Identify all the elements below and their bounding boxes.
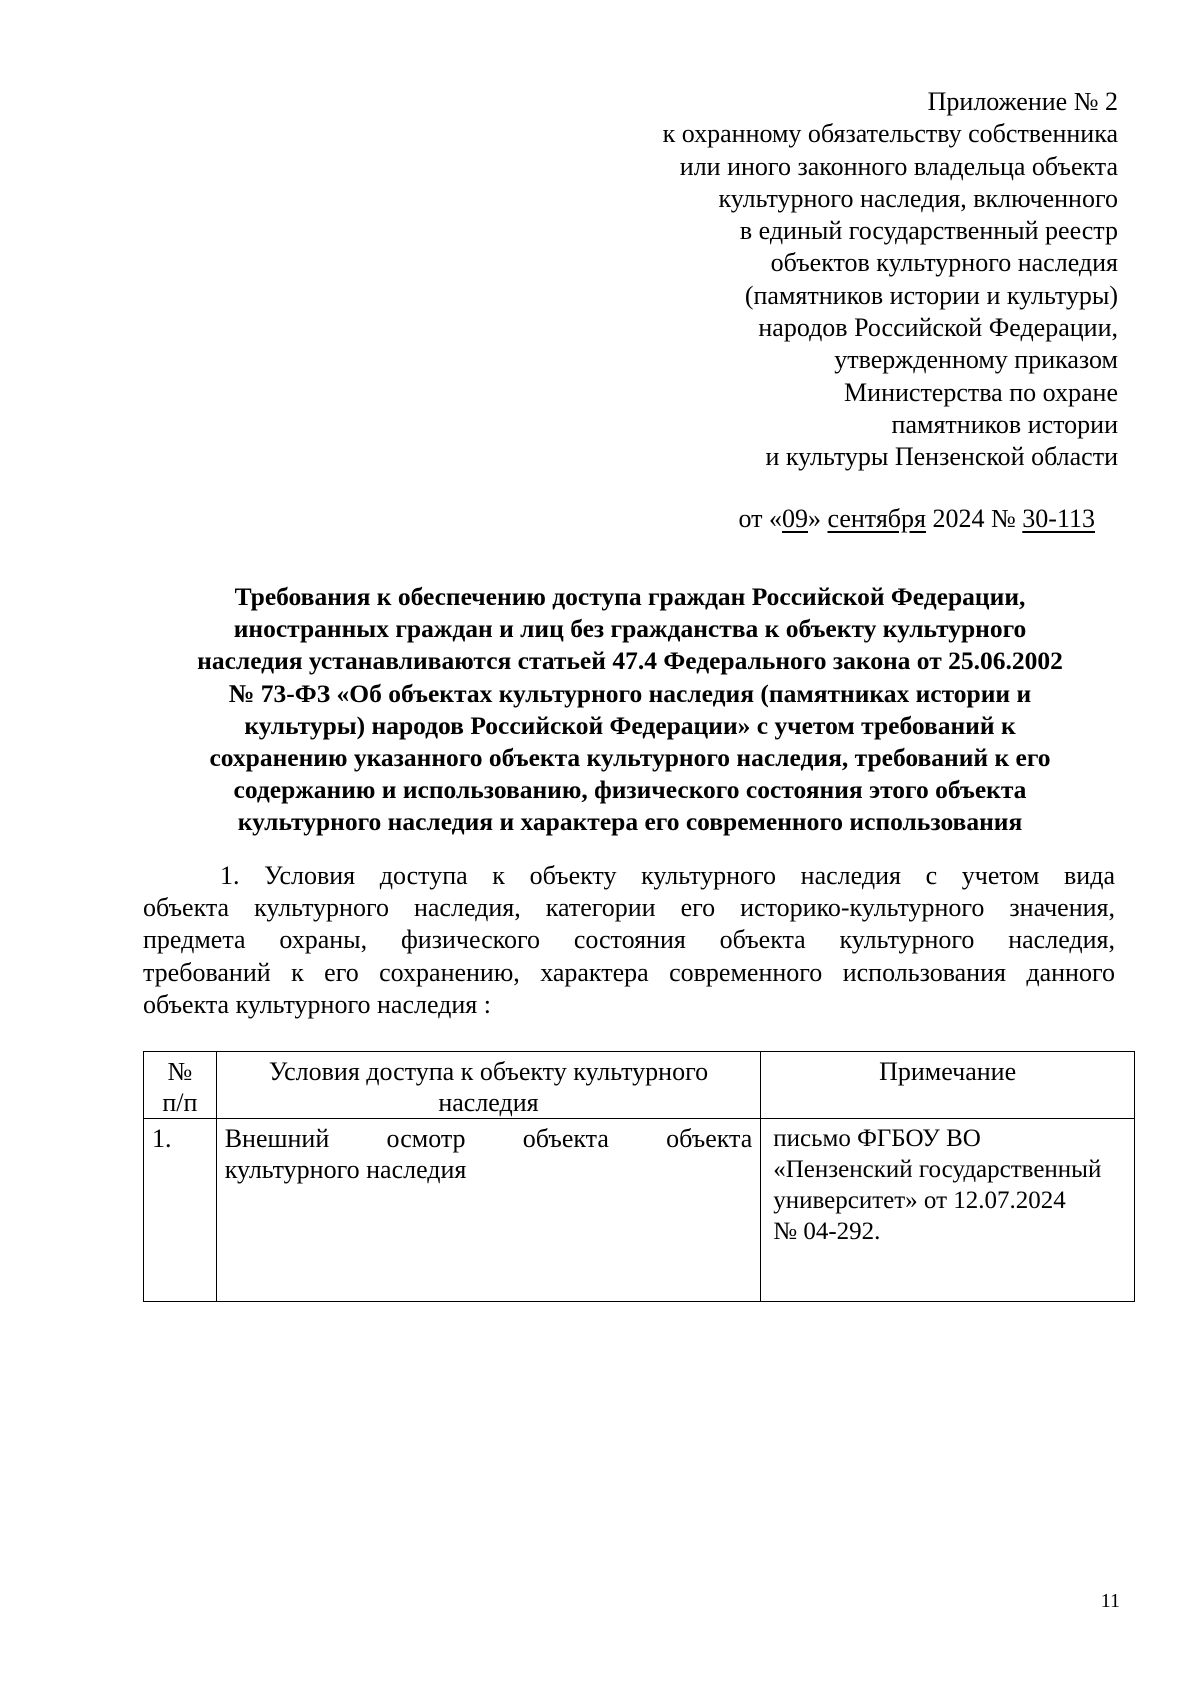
paragraph-line: объекта культурного наследия, категории его историко-культурного значения, (143, 893, 1115, 923)
access-conditions-table (143, 1051, 1135, 1302)
header-condition-line: наследия (438, 1088, 539, 1117)
document-heading (140, 581, 1120, 839)
appendix-line: Приложение № 2 (927, 87, 1118, 116)
appendix-line: объектов культурного наследия (770, 248, 1118, 278)
paragraph-line: объекта культурного наследия : (143, 989, 491, 1019)
order-date-line (738, 503, 1095, 535)
row-note-line: университет» от 12.07.2024 (773, 1187, 1066, 1214)
appendix-line: культурного наследия, включенного (718, 183, 1118, 213)
row-number: 1. (152, 1124, 172, 1153)
row-condition-line: культурного наследия (224, 1155, 467, 1184)
heading-line: Требования к обеспечению доступа граждан Российской Федерации, (234, 582, 1026, 611)
order-number: 30-113 (1022, 504, 1095, 533)
header-number (144, 1052, 217, 1119)
header-note (761, 1052, 1135, 1119)
order-day: 09 (782, 504, 808, 533)
row-number-cell (144, 1119, 217, 1302)
row-condition-line: Внешний осмотр объекта объекта (224, 1124, 753, 1153)
row-note-line: № 04-292. (773, 1218, 881, 1245)
header-number-line: № (167, 1057, 193, 1086)
paragraph-line: 1. Условия доступа к объекту культурного наследия с учетом вида (220, 861, 1115, 890)
heading-line: № 73-ФЗ «Об объектах культурного наследия (памятниках истории и (228, 678, 1032, 708)
row-condition-cell (216, 1119, 761, 1302)
paragraph-line: требований к его сохранению, характера современного использования данного (143, 957, 1115, 987)
header-number-line: п/п (162, 1088, 198, 1117)
appendix-line: или иного законного владельца объекта (679, 151, 1118, 181)
row-note-line: «Пензенский государственный (773, 1156, 1102, 1183)
header-note-label: Примечание (879, 1057, 1017, 1086)
header-condition-line: Условия доступа к объекту культурного (268, 1057, 709, 1086)
appendix-line: народов Российской Федерации, (758, 313, 1118, 343)
row-note-line: письмо ФГБОУ ВО (773, 1125, 981, 1152)
order-month: сентября (827, 504, 926, 533)
paragraph-line: предмета охраны, физического состояния объекта культурного наследия, (143, 925, 1115, 955)
appendix-line: в единый государственный реестр (739, 216, 1118, 246)
appendix-block (558, 86, 1118, 474)
page-number: 11 (1100, 1590, 1120, 1612)
heading-line: иностранных граждан и лиц без гражданства к объекту культурного (233, 614, 1027, 644)
appendix-line: и культуры Пензенской области (765, 442, 1118, 472)
appendix-line: к охранному обязательству собственника (662, 119, 1118, 149)
appendix-line: Министерства по охране (844, 377, 1118, 407)
table-row (144, 1119, 1135, 1302)
heading-line: наследия устанавливаются статьей 47.4 Федерального закона от 25.06.2002 (197, 646, 1063, 676)
appendix-line: утвержденному приказом (834, 345, 1118, 375)
heading-line: содержанию и использованию, физического состояния этого объекта (233, 775, 1027, 805)
order-prefix: от « (738, 504, 782, 533)
order-mid: » (808, 504, 828, 533)
paragraph-1 (143, 860, 1115, 1021)
appendix-line: памятников истории (891, 409, 1118, 439)
order-year: 2024 № (925, 504, 1023, 533)
header-condition (216, 1052, 761, 1119)
row-note-cell (761, 1119, 1135, 1302)
appendix-line: (памятников истории и культуры) (744, 280, 1118, 310)
table-header-row (144, 1052, 1135, 1119)
heading-line: культурного наследия и характера его современного использования (237, 807, 1023, 837)
heading-line: сохранению указанного объекта культурного наследия, требований к его (209, 743, 1051, 773)
heading-line: культуры) народов Российской Федерации» с учетом требований к (244, 710, 1016, 740)
